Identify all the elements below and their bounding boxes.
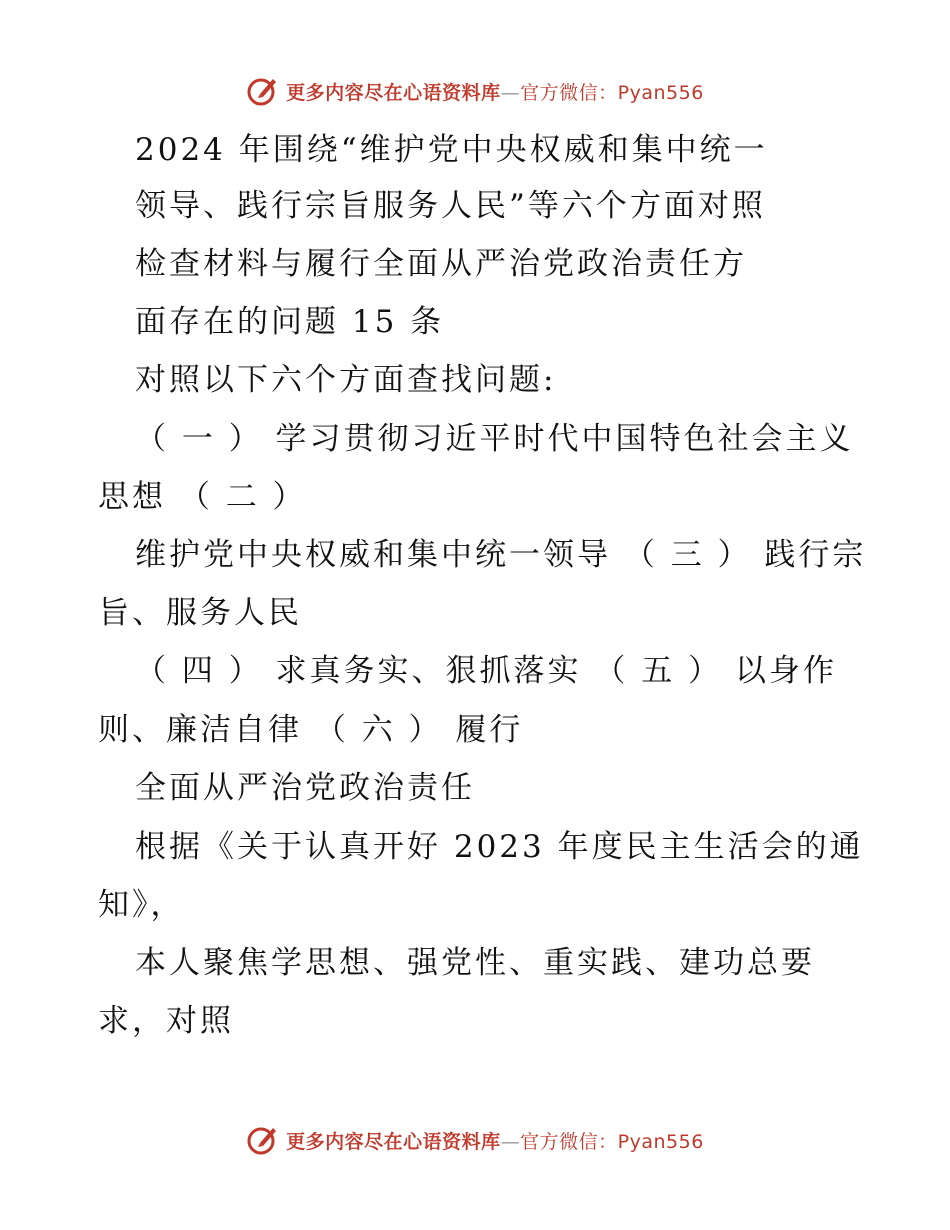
- title-line-3: 检查材料与履行全面从严治党政治责任方: [135, 246, 747, 282]
- pen-logo-icon: [246, 74, 280, 108]
- header-watermark: [0, 71, 950, 111]
- pen-logo-icon: [246, 1123, 280, 1157]
- paragraph-line: 思想 （ 二 ）: [98, 479, 307, 515]
- paragraph-line: 维护党中央权威和集中统一领导 （ 三 ） 践行宗: [135, 537, 867, 573]
- watermark-text: 更多内容尽在心语资料库—官方微信：Pyan556: [286, 81, 704, 104]
- paragraph-line: （ 四 ） 求真务实、狠抓落实 （ 五 ） 以身作: [135, 653, 837, 689]
- watermark-text: 更多内容尽在心语资料库—官方微信：Pyan556: [286, 1130, 704, 1153]
- paragraph-line: 全面从严治党政治责任: [135, 770, 475, 806]
- paragraph-line: 则、廉洁自律 （ 六 ） 履行: [98, 712, 524, 748]
- paragraph-line: 求，对照: [98, 1003, 234, 1039]
- title-line-2: 领导、践行宗旨服务人民”等六个方面对照: [135, 188, 766, 224]
- paragraph-line: 对照以下六个方面查找问题:: [135, 362, 557, 398]
- paragraph-line: 旨、服务人民: [98, 595, 302, 631]
- paragraph-line: （ 一 ） 学习贯彻习近平时代中国特色社会主义: [135, 421, 854, 457]
- paragraph-line: 根据《关于认真开好 2023 年度民主生活会的通: [135, 829, 864, 865]
- title-line-4: 面存在的问题 15 条: [135, 304, 445, 340]
- title-line-1: 2024 年围绕“维护党中央权威和集中统一: [135, 132, 768, 168]
- paragraph-line: 知》，: [98, 887, 185, 923]
- paragraph-line: 本人聚焦学思想、强党性、重实践、建功总要: [135, 945, 815, 981]
- footer-watermark: [0, 1120, 950, 1160]
